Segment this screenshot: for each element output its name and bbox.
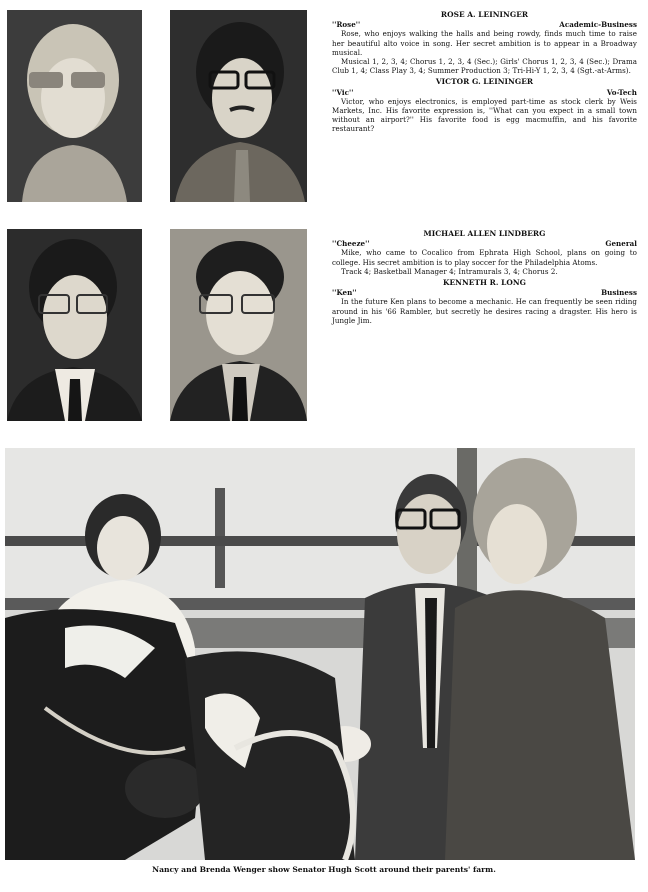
student-nickname: ''Vic'' xyxy=(332,87,354,97)
portrait-victor-leininger xyxy=(170,10,307,202)
bio-block-bottom xyxy=(332,229,637,327)
student-entry-victor xyxy=(332,77,637,133)
student-activities: Track 4; Basketball Manager 4; Intramurals 3, 4; Chorus 2. xyxy=(341,266,558,276)
student-name: MICHAEL ALLEN LINDBERG xyxy=(423,229,546,238)
student-entry-rose xyxy=(332,10,637,75)
student-bio: In the future Ken plans to become a mechanic. He can frequently be seen riding around in his '66 Rambler, but secretly he desires racing a dragster. His hero is Jungle Jim. xyxy=(332,297,637,325)
student-meta-row xyxy=(332,20,637,29)
portrait-michael-image xyxy=(7,229,142,421)
student-entry-michael xyxy=(332,229,637,276)
portrait-rose-leininger xyxy=(7,10,142,202)
student-meta-row xyxy=(332,288,637,297)
student-meta-row xyxy=(332,88,637,97)
student-course: Academic-Business xyxy=(559,20,637,30)
student-nickname: ''Rose'' xyxy=(332,20,361,30)
student-course: General xyxy=(605,239,637,249)
portrait-victor-image xyxy=(170,10,307,202)
student-bio: Mike, who came to Cocalico from Ephrata High School, plans on going to college. His secret ambition is to play soccer for the Philadelphia Atoms. xyxy=(332,248,637,267)
student-meta-row xyxy=(332,239,637,248)
photo-caption: Nancy and Brenda Wenger show Senator Hugh Scott around their parents' farm. xyxy=(152,865,496,874)
portrait-rose-image xyxy=(7,10,142,202)
portrait-michael-lindberg xyxy=(7,229,142,421)
student-name: VICTOR G. LEININGER xyxy=(435,77,534,87)
student-activities: Musical 1, 2, 3, 4; Chorus 1, 2, 3, 4 (Sec.); Girls' Chorus 1, 2, 3, 4 (Sec.); Drama Club 1, 4; Class Play 3, 4; Summer Production 3; Tri-Hi-Y 1, 2, 3, 4 (Sgt.-at-Arms). xyxy=(332,57,637,76)
student-name: KENNETH R. LONG xyxy=(443,278,526,288)
bio-block-top xyxy=(332,10,637,136)
student-nickname: ''Cheeze'' xyxy=(332,239,370,249)
portrait-kenneth-image xyxy=(170,229,307,421)
student-entry-kenneth xyxy=(332,278,637,325)
student-nickname: ''Ken'' xyxy=(332,288,357,298)
student-course: Vo-Tech xyxy=(606,87,637,97)
student-course: Business xyxy=(601,288,637,298)
farm-photo-image xyxy=(5,448,635,860)
student-bio: Rose, who enjoys walking the halls and being rowdy, finds much time to raise her beautiful alto voice in song. Her secret ambition is to appear in a Broadway musical. xyxy=(332,29,637,57)
farm-photo xyxy=(5,448,635,860)
student-bio: Victor, who enjoys electronics, is employed part-time as stock clerk by Weis Markets, Inc. His favorite expression is, ''What can you expect in a small town without an airport?'' His favorite food is egg macmuffin, and his favorite restaurant? xyxy=(332,96,637,134)
student-name: ROSE A. LEININGER xyxy=(440,10,529,19)
portrait-kenneth-long xyxy=(170,229,307,421)
